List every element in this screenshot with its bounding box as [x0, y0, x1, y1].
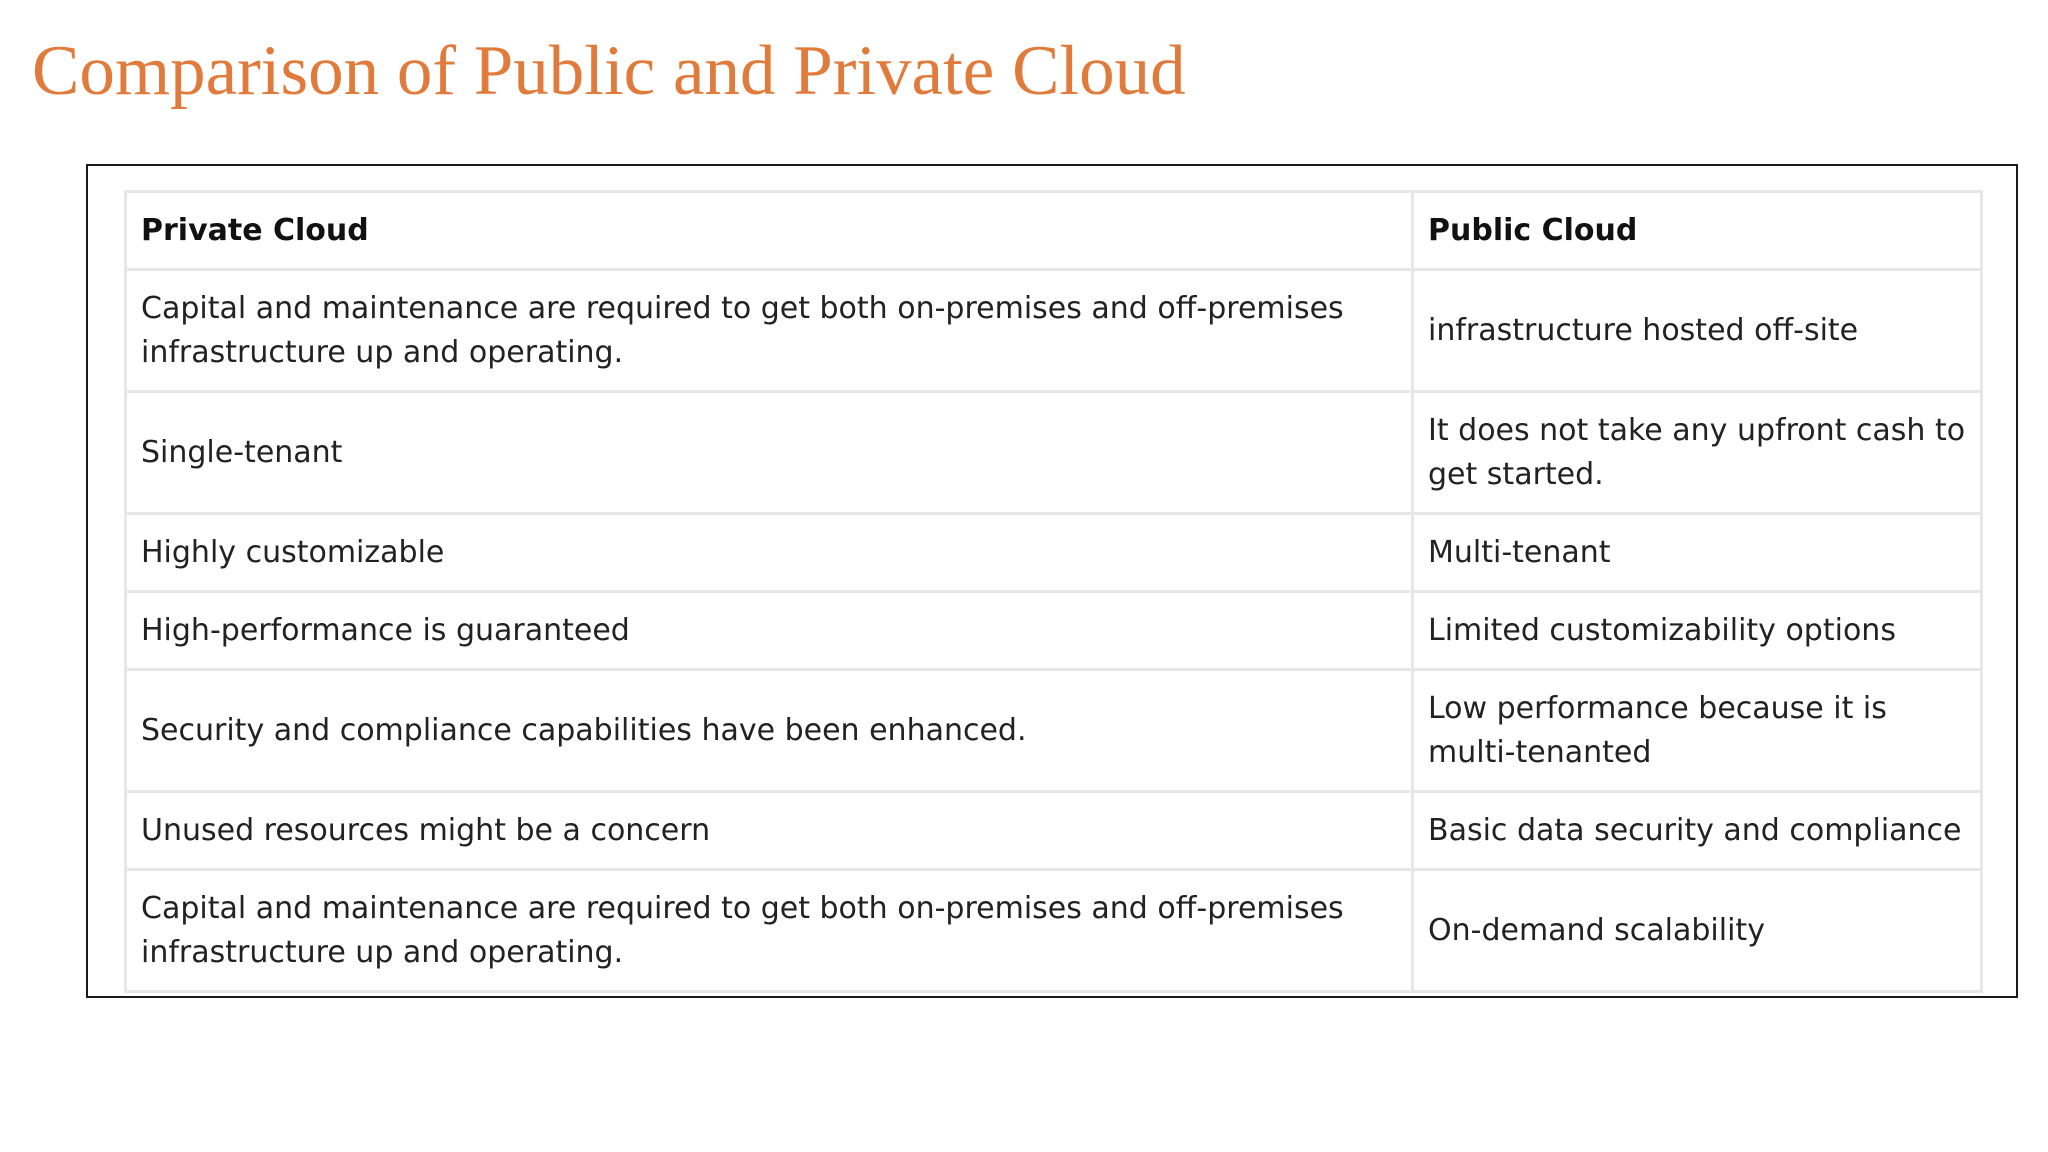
table-row — [126, 670, 1982, 792]
private-cloud-cell: High-performance is guaranteed — [126, 592, 1413, 670]
table-row — [126, 592, 1982, 670]
private-cloud-cell: Security and compliance capabilities have been enhanced. — [126, 670, 1413, 792]
public-cloud-cell: infrastructure hosted off-site — [1413, 270, 1982, 392]
comparison-table — [124, 190, 1983, 993]
public-cloud-cell: On-demand scalability — [1413, 870, 1982, 992]
private-cloud-cell: Single-tenant — [126, 392, 1413, 514]
public-cloud-cell: It does not take any upfront cash to get started. — [1413, 392, 1982, 514]
public-cloud-cell: Basic data security and compliance — [1413, 792, 1982, 870]
header-public-cloud: Public Cloud — [1413, 192, 1982, 270]
table-row — [126, 870, 1982, 992]
header-private-cloud: Private Cloud — [126, 192, 1413, 270]
table-header-row — [126, 192, 1982, 270]
private-cloud-cell: Capital and maintenance are required to get both on-premises and off-premises infrastructure up and operating. — [126, 270, 1413, 392]
table-row — [126, 792, 1982, 870]
public-cloud-cell: Low performance because it is multi-tenanted — [1413, 670, 1982, 792]
public-cloud-cell: Limited customizability options — [1413, 592, 1982, 670]
private-cloud-cell: Unused resources might be a concern — [126, 792, 1413, 870]
page-title: Comparison of Public and Private Cloud — [32, 32, 1186, 110]
private-cloud-cell: Capital and maintenance are required to get both on-premises and off-premises infrastructure up and operating. — [126, 870, 1413, 992]
private-cloud-cell: Highly customizable — [126, 514, 1413, 592]
table-row — [126, 514, 1982, 592]
table-screenshot-frame — [86, 164, 2018, 998]
public-cloud-cell: Multi-tenant — [1413, 514, 1982, 592]
table-row — [126, 270, 1982, 392]
table-row — [126, 392, 1982, 514]
